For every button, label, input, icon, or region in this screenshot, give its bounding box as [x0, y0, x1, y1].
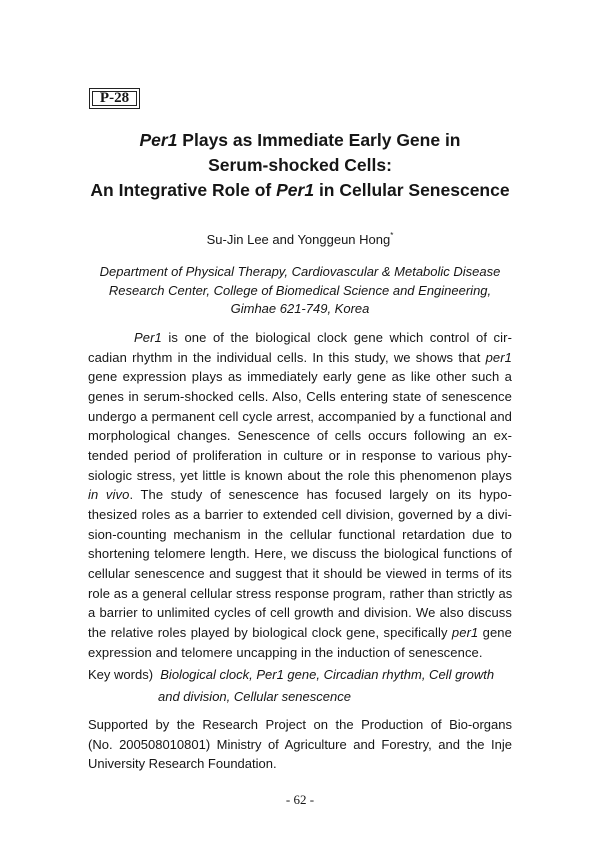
page-number: - 62 - — [285, 792, 315, 807]
abstract-line: siologic stress, yet little is known about the role this phenomenon plays — [88, 467, 512, 483]
abstract-line: a barrier to unlimited cycles of cell growth and division. We also discuss — [88, 605, 512, 621]
author-list — [40, 227, 560, 249]
abstract-line: the relative roles played by biological clock gene, specifically per1 gene — [88, 624, 512, 640]
funding-line: University Research Foundation. — [88, 756, 277, 772]
title-gene-name: Per1 — [276, 180, 315, 200]
abstract-line: role as a general cellular stress response program, rather than strictly as — [88, 585, 513, 601]
affiliation-line: Gimhae 621-749, Korea — [230, 301, 370, 316]
corresponding-author-mark: * — [390, 231, 394, 240]
keywords-values: Biological clock, Per1 gene, Circadian rhythm, Cell growth — [160, 667, 495, 682]
abstract-line: gene expression plays as immediately early gene as like other such a — [88, 369, 512, 385]
affiliation — [60, 263, 540, 319]
keywords-line-1 — [88, 664, 518, 686]
keywords-line-2: and division, Cellular senescence — [158, 689, 351, 704]
abstract-line: morphological changes. Senescence of cells occurs following an ex- — [88, 428, 512, 444]
abstract-line: thesized roles as a barrier to extended cell division, governed by a divi- — [88, 506, 512, 522]
abstract-line: sion-counting mechanism in the cellular functional retardation due to — [88, 526, 512, 542]
abstract-line: shortening telomere length. Here, we discuss the biological functions of — [88, 546, 512, 562]
funding-line: Supported by the Research Project on the Production of Bio-organs — [88, 717, 512, 732]
funding-acknowledgement — [88, 715, 512, 774]
title-line-3: An Integrative Role of Per1 in Cellular Senescence — [90, 180, 510, 200]
abstract-line: cadian rhythm in the individual cells. In this study, we shows that per1 — [88, 349, 512, 365]
author-names: Su-Jin Lee and Yonggeun Hong — [206, 232, 391, 247]
abstract — [88, 328, 512, 662]
abstract-line: genes in serum-shocked cells. Also, Cells entering state of senescence — [88, 388, 512, 404]
abstract-line: expression and telomere uncapping in the induction of senescence. — [88, 644, 483, 660]
funding-line: (No. 200508010801) Ministry of Agriculture and Forestry, and the Inje — [88, 736, 512, 752]
abstract-line: cellular senescence and suggest that it should be viewed in terms of its — [88, 565, 512, 581]
abstract-line: in vivo. The study of senescence has focused largely on its hypo- — [88, 487, 512, 503]
paper-title — [40, 128, 560, 203]
poster-label: P-28 — [89, 88, 140, 109]
title-line-1: Per1 Plays as Immediate Early Gene in — [139, 130, 461, 150]
keywords-label: Key words) — [88, 667, 154, 682]
title-gene-name: Per1 — [139, 130, 178, 150]
abstract-line: undergo a permanent cell cycle arrest, accompanied by a functional and — [88, 408, 512, 424]
abstract-line: tended period of proliferation in culture or in response to various phy- — [88, 447, 512, 463]
affiliation-line: Research Center, College of Biomedical Science and Engineering, — [108, 282, 492, 298]
affiliation-line: Department of Physical Therapy, Cardiovascular & Metabolic Disease — [99, 264, 501, 279]
keywords — [88, 664, 518, 708]
title-line-2: Serum-shocked Cells: — [208, 155, 392, 175]
abstract-line: Per1 is one of the biological clock gene which control of cir- — [134, 330, 512, 345]
